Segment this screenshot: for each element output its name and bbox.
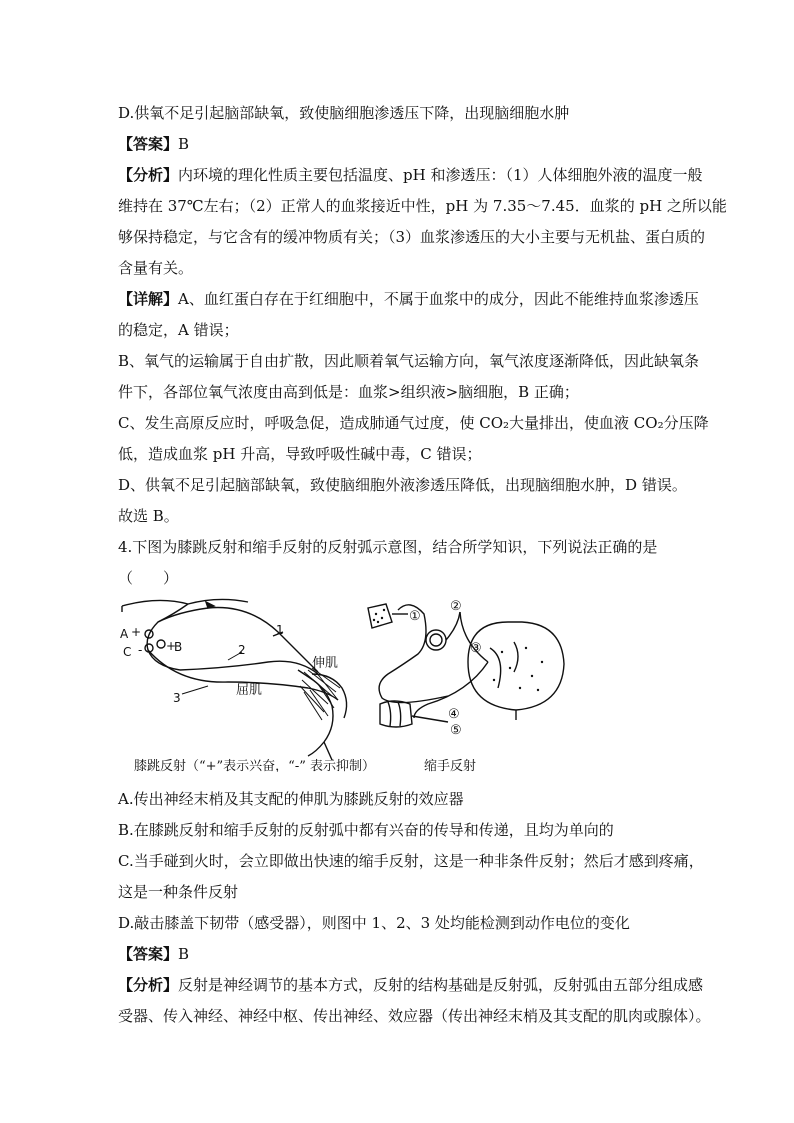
- label-3: 3: [173, 691, 181, 705]
- text-line: D、供氧不足引起脑部缺氧，致使脑细胞外液渗透压降低，出现脑细胞水肿，D 错误。: [118, 476, 687, 494]
- text-line: 件下，各部位氧气浓度由高到低是：血浆>组织液>脑细胞，B 正确；: [118, 383, 579, 401]
- explanation-tag: 【详解】: [118, 290, 179, 308]
- text-line: B、氧气的运输属于自由扩散，因此顺着氧气运输方向，氧气浓度逐渐降低，因此缺氧条: [118, 352, 700, 370]
- answer-value: B: [178, 135, 190, 153]
- question-stem: 4.下图为膝跳反射和缩手反射的反射弧示意图，结合所学知识，下列说法正确的是: [118, 538, 658, 556]
- answer-tag: 【答案】: [118, 135, 179, 153]
- text-line: 受器、传入神经、神经中枢、传出神经、效应器（传出神经末梢及其支配的肌肉或腺体）。: [118, 1007, 711, 1025]
- text-line: 够保持稳定，与它含有的缓冲物质有关；（3）血浆渗透压的大小主要与无机盐、蛋白质的: [118, 228, 706, 246]
- analysis-text: 内环境的理化性质主要包括温度、pH 和渗透压：（1）人体细胞外液的温度一般: [178, 166, 703, 184]
- label-1: 1: [276, 623, 284, 637]
- answer-tag: 【答案】: [118, 945, 179, 963]
- label-circle-1: ①: [409, 609, 421, 624]
- caption-knee-jerk: 膝跳反射（“+”表示兴奋，“-” 表示抑制）: [134, 759, 376, 772]
- option-a: A.传出神经末梢及其支配的伸肌为膝跳反射的效应器: [118, 790, 464, 808]
- option-c: C.当手碰到火时，会立即做出快速的缩手反射，这是一种非条件反射；然后才感到疼痛，: [118, 852, 704, 870]
- label-A: A: [120, 627, 129, 641]
- withdrawal-reflex-diagram: [368, 604, 564, 727]
- option-b: B.在膝跳反射和缩手反射的反射弧中都有兴奋的传导和传递，且均为单向的: [118, 821, 614, 839]
- text-line: 维持在 37℃左右；（2）正常人的血浆接近中性，pH 为 7.35～7.45．血浆的 pH 之所以能: [118, 197, 727, 215]
- analysis-tag: 【分析】: [118, 976, 179, 994]
- label-circle-5: ⑤: [450, 723, 462, 738]
- explanation-line: [118, 289, 699, 309]
- explanation-text: A、血红蛋白存在于红细胞中，不属于血浆中的成分，因此不能维持血浆渗透压: [178, 290, 699, 308]
- label-circle-3: ③: [470, 641, 482, 656]
- label-circle-4: ④: [448, 707, 460, 722]
- reflex-arc-figure: [118, 592, 678, 772]
- label-C: C: [123, 645, 132, 659]
- answer-line: [118, 944, 189, 964]
- text-line: 含量有关。: [118, 259, 194, 277]
- label-minus: -: [138, 643, 143, 657]
- text-line: 故选 B。: [118, 507, 179, 525]
- label-circle-2: ②: [450, 599, 462, 614]
- answer-line: [118, 134, 189, 154]
- text-line: 低，造成血浆 pH 升高，导致呼吸性碱中毒，C 错误；: [118, 445, 482, 463]
- label-extensor: 伸肌: [312, 656, 339, 671]
- analysis-tag: 【分析】: [118, 166, 179, 184]
- option-c-cont: 这是一种条件反射: [118, 883, 239, 901]
- answer-blank: （ ）: [118, 569, 179, 587]
- label-flexor: 屈肌: [236, 683, 263, 698]
- label-B: B: [174, 640, 183, 654]
- analysis-line: [118, 165, 703, 185]
- answer-value: B: [178, 945, 190, 963]
- text-line: 的稳定，A 错误；: [118, 321, 239, 339]
- analysis-line: [118, 975, 703, 995]
- analysis-text: 反射是神经调节的基本方式，反射的结构基础是反射弧，反射弧由五部分组成感: [178, 976, 704, 994]
- text-line: C、发生高原反应时，呼吸急促，造成肺通气过度，使 CO₂大量排出，使血液 CO₂分压降: [118, 414, 709, 432]
- caption-withdrawal: 缩手反射: [424, 759, 477, 772]
- option-d: D.敲击膝盖下韧带（感受器），则图中 1、2、3 处均能检测到动作电位的变化: [118, 914, 630, 932]
- label-plus: +: [131, 625, 142, 639]
- label-2: 2: [238, 643, 246, 657]
- text-line: D.供氧不足引起脑部缺氧，致使脑细胞渗透压下降，出现脑细胞水肿: [118, 104, 570, 122]
- label-plus-b: +: [166, 639, 177, 653]
- reflex-arc-diagram: [118, 592, 678, 772]
